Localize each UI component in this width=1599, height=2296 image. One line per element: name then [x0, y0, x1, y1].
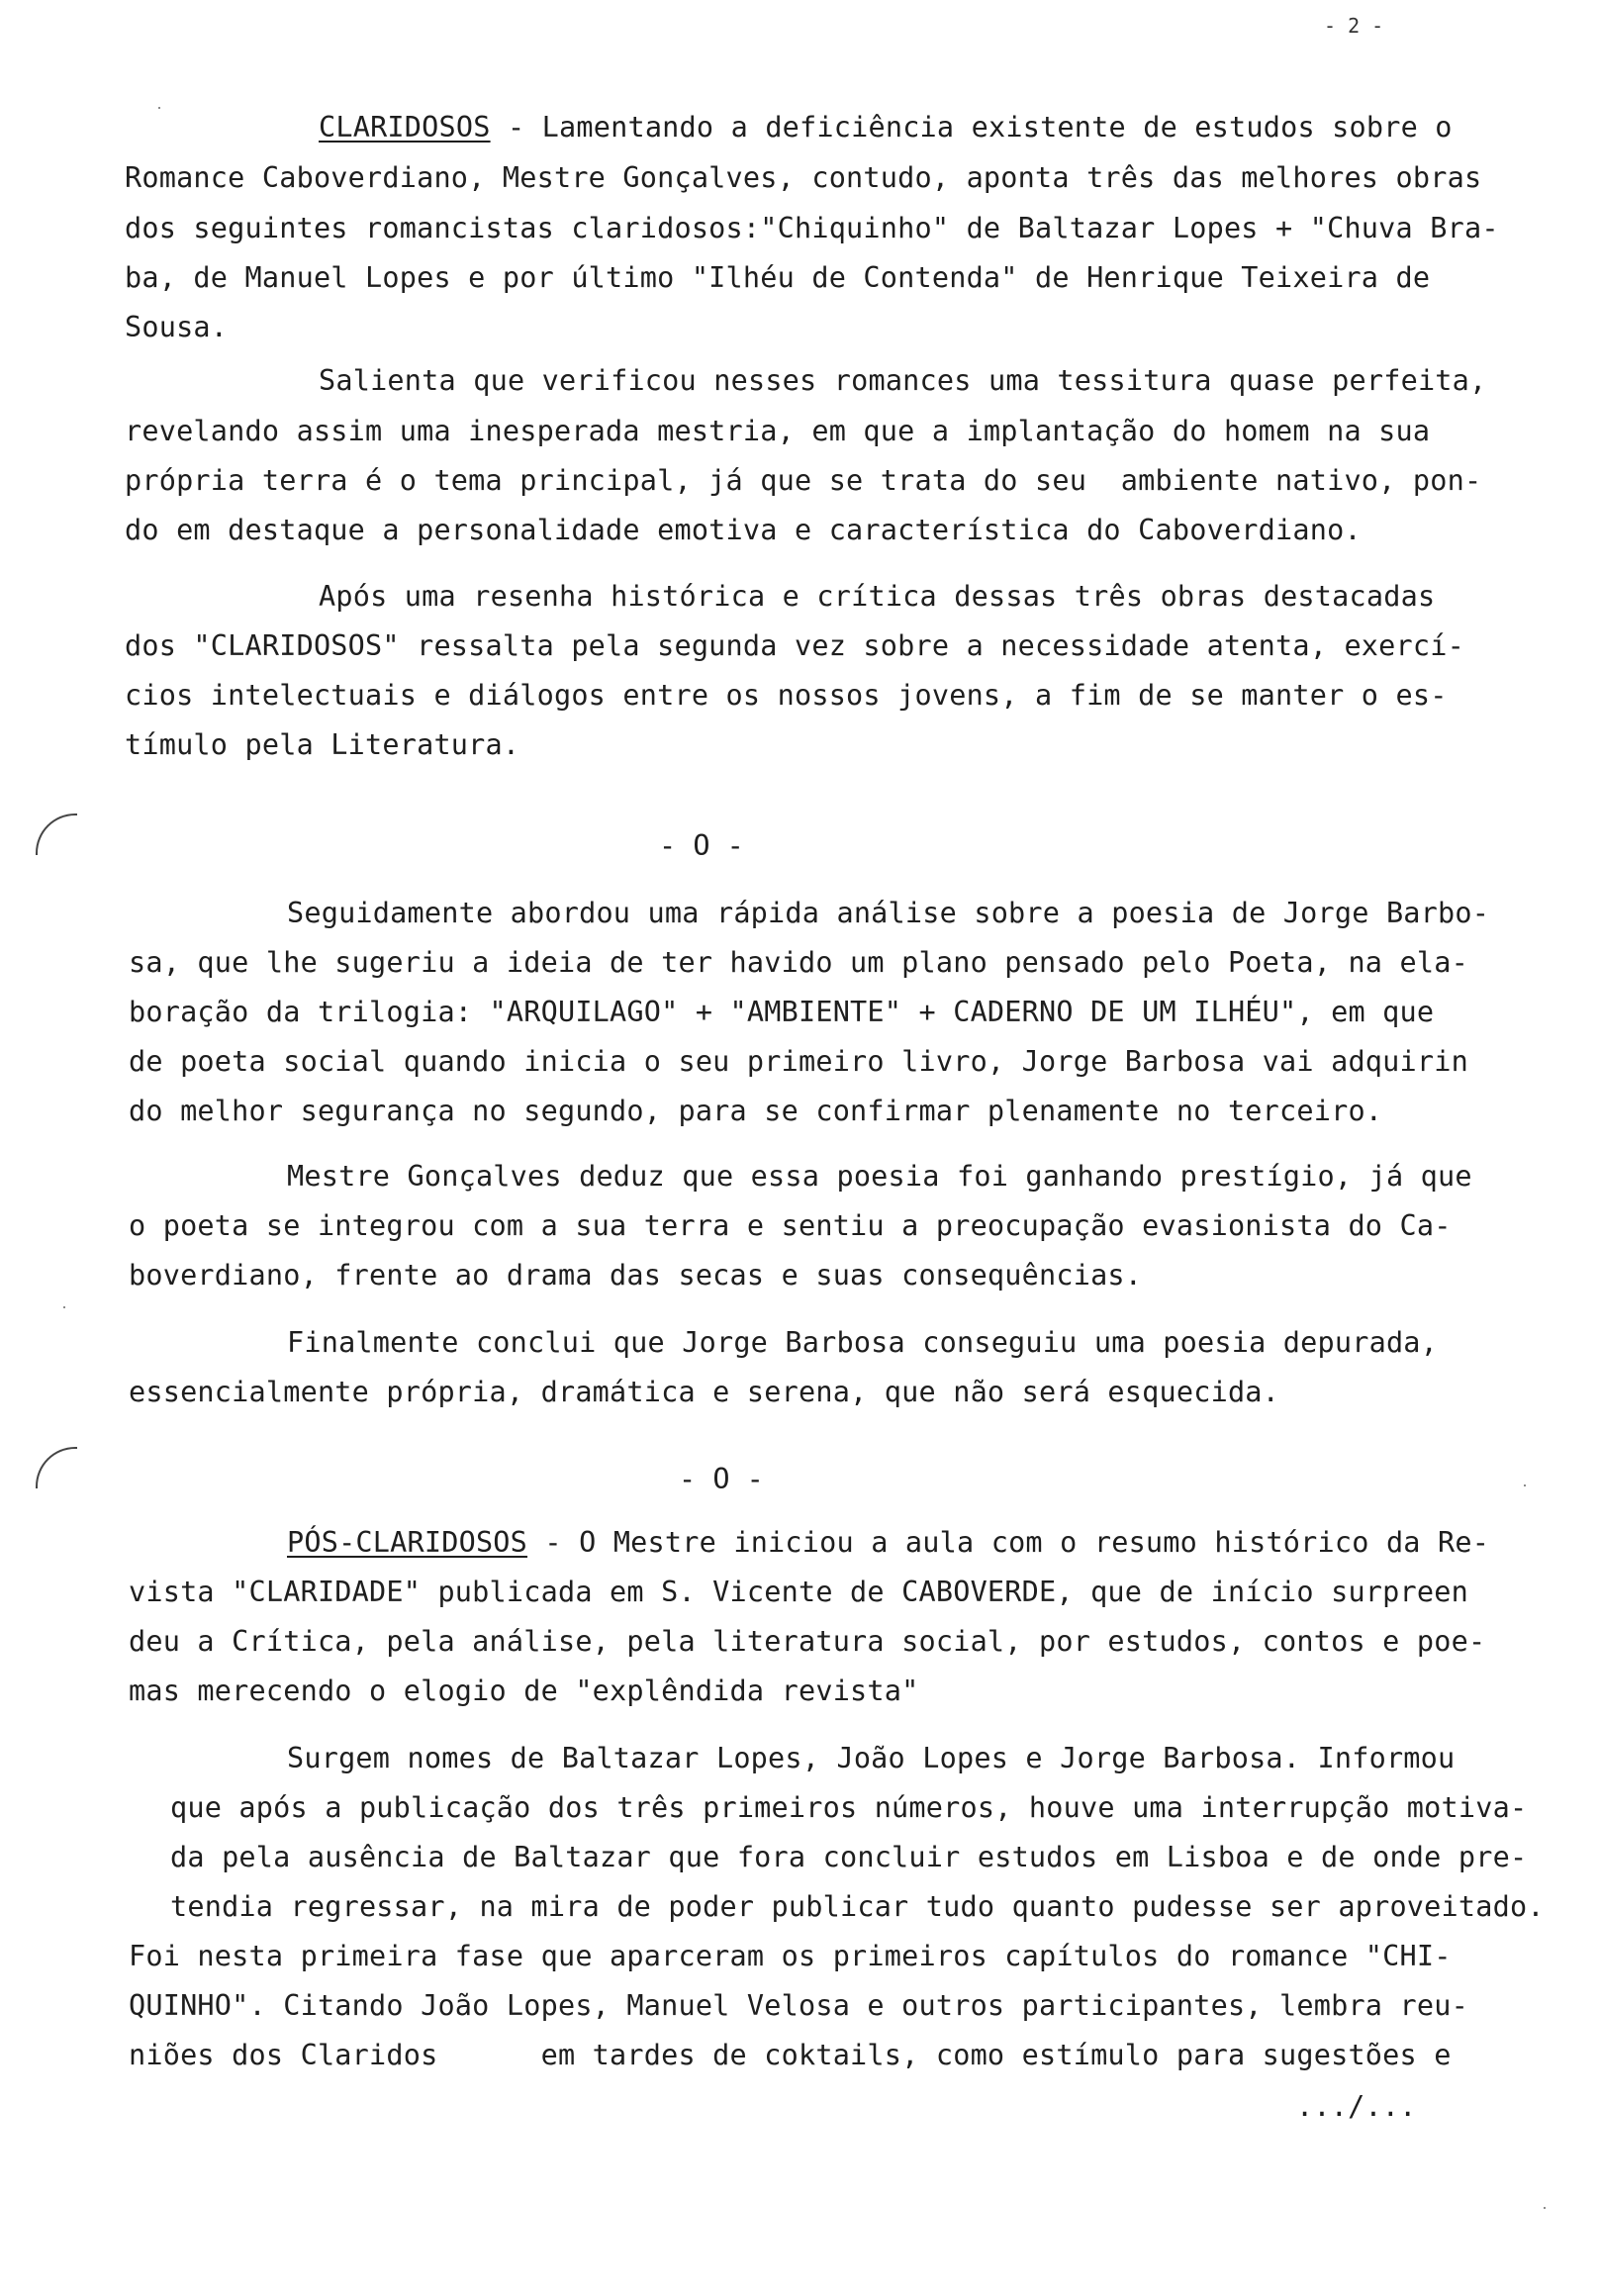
paragraph-line	[287, 1526, 1489, 1560]
paragraph-line: deu a Crítica, pela análise, pela literatura social, por estudos, contos e poe-	[129, 1625, 1486, 1658]
paragraph-line: tendia regressar, na mira de poder publicar tudo quanto pudesse ser aproveitado.	[170, 1890, 1545, 1923]
section-heading-pos-claridosos: PÓS-CLARIDOSOS	[287, 1526, 528, 1559]
paragraph-line: dos seguintes romancistas claridosos:"Chiquinho" de Baltazar Lopes + "Chuva Bra-	[125, 212, 1499, 244]
paragraph-line: niões dos Claridos em tardes de coktails, como estímulo para sugestões e	[129, 2039, 1452, 2071]
paragraph-text: - Lamentando a deficiência existente de estudos sobre o	[490, 111, 1453, 144]
paragraph-line: revelando assim uma inesperada mestria, em que a implantação do homem na sua	[125, 415, 1431, 447]
paragraph-line: da pela ausência de Baltazar que fora concluir estudos em Lisboa e de onde pre-	[170, 1841, 1528, 1873]
section-separator: - O -	[659, 829, 744, 862]
paragraph-line: Sousa.	[125, 311, 229, 343]
paragraph-line: Surgem nomes de Baltazar Lopes, João Lopes e Jorge Barbosa. Informou	[287, 1742, 1456, 1774]
paragraph-text: - O Mestre iniciou a aula com o resumo histórico da Re-	[527, 1526, 1490, 1559]
paragraph-line: Romance Caboverdiano, Mestre Gonçalves, contudo, aponta três das melhores obras	[125, 161, 1482, 194]
paragraph-line: tímulo pela Literatura.	[125, 728, 520, 761]
margin-mark	[36, 813, 77, 855]
paragraph-line: boração da trilogia: "ARQUILAGO" + "AMBIENTE" + CADERNO DE UM ILHÉU", em que	[129, 996, 1435, 1028]
paragraph-line: sa, que lhe sugeriu a ideia de ter havido um plano pensado pelo Poeta, na ela-	[129, 946, 1468, 979]
paragraph-line: própria terra é o tema principal, já que se trata do seu ambiente nativo, pon-	[125, 464, 1482, 497]
paragraph-line: Salienta que verificou nesses romances uma tessitura quase perfeita,	[319, 364, 1487, 397]
paragraph-line: mas merecendo o elogio de "explêndida revista"	[129, 1674, 919, 1707]
paragraph-line: boverdiano, frente ao drama das secas e suas consequências.	[129, 1259, 1143, 1292]
paragraph-line: Mestre Gonçalves deduz que essa poesia foi ganhando prestígio, já que	[287, 1160, 1472, 1193]
scan-speck	[1544, 2207, 1546, 2209]
paragraph-line: ba, de Manuel Lopes e por último "Ilhéu de Contenda" de Henrique Teixeira de	[125, 261, 1431, 294]
paragraph-line: vista "CLARIDADE" publicada em S. Vicente de CABOVERDE, que de início surpreen	[129, 1576, 1468, 1608]
paragraph-line: do em destaque a personalidade emotiva e característica do Caboverdiano.	[125, 514, 1362, 546]
paragraph-line: de poeta social quando inicia o seu primeiro livro, Jorge Barbosa vai adquirin	[129, 1045, 1468, 1078]
paragraph-line: Finalmente conclui que Jorge Barbosa conseguiu uma poesia depurada,	[287, 1326, 1439, 1359]
paragraph-line: o poeta se integrou com a sua terra e sentiu a preocupação evasionista do Ca-	[129, 1209, 1452, 1242]
section-separator: - O -	[679, 1463, 764, 1495]
paragraph-line: QUINHO". Citando João Lopes, Manuel Velosa e outros participantes, lembra reu-	[129, 1989, 1468, 2022]
paragraph-line: que após a publicação dos três primeiros números, houve uma interrupção motiva-	[170, 1791, 1528, 1824]
paragraph-line	[319, 111, 1453, 144]
paragraph-line: Após uma resenha histórica e crítica dessas três obras destacadas	[319, 580, 1436, 613]
page-number: - 2 -	[1324, 14, 1384, 38]
paragraph-line: Foi nesta primeira fase que aparceram os primeiros capítulos do romance "CHI-	[129, 1940, 1452, 1972]
scan-speck	[158, 107, 160, 109]
paragraph-line: do melhor segurança no segundo, para se confirmar plenamente no terceiro.	[129, 1095, 1383, 1127]
continuation-marker: .../...	[1296, 2090, 1417, 2123]
paragraph-line: Seguidamente abordou uma rápida análise sobre a poesia de Jorge Barbo-	[287, 897, 1490, 929]
margin-mark	[36, 1447, 77, 1488]
scan-speck	[63, 1306, 65, 1308]
paragraph-line: dos "CLARIDOSOS" ressalta pela segunda vez sobre a necessidade atenta, exercí-	[125, 629, 1464, 662]
section-heading-claridosos: CLARIDOSOS	[319, 111, 491, 144]
scan-speck	[1524, 1484, 1526, 1486]
paragraph-line: cios intelectuais e diálogos entre os nossos jovens, a fim de se manter o es-	[125, 679, 1448, 712]
paragraph-line: essencialmente própria, dramática e serena, que não será esquecida.	[129, 1376, 1280, 1408]
